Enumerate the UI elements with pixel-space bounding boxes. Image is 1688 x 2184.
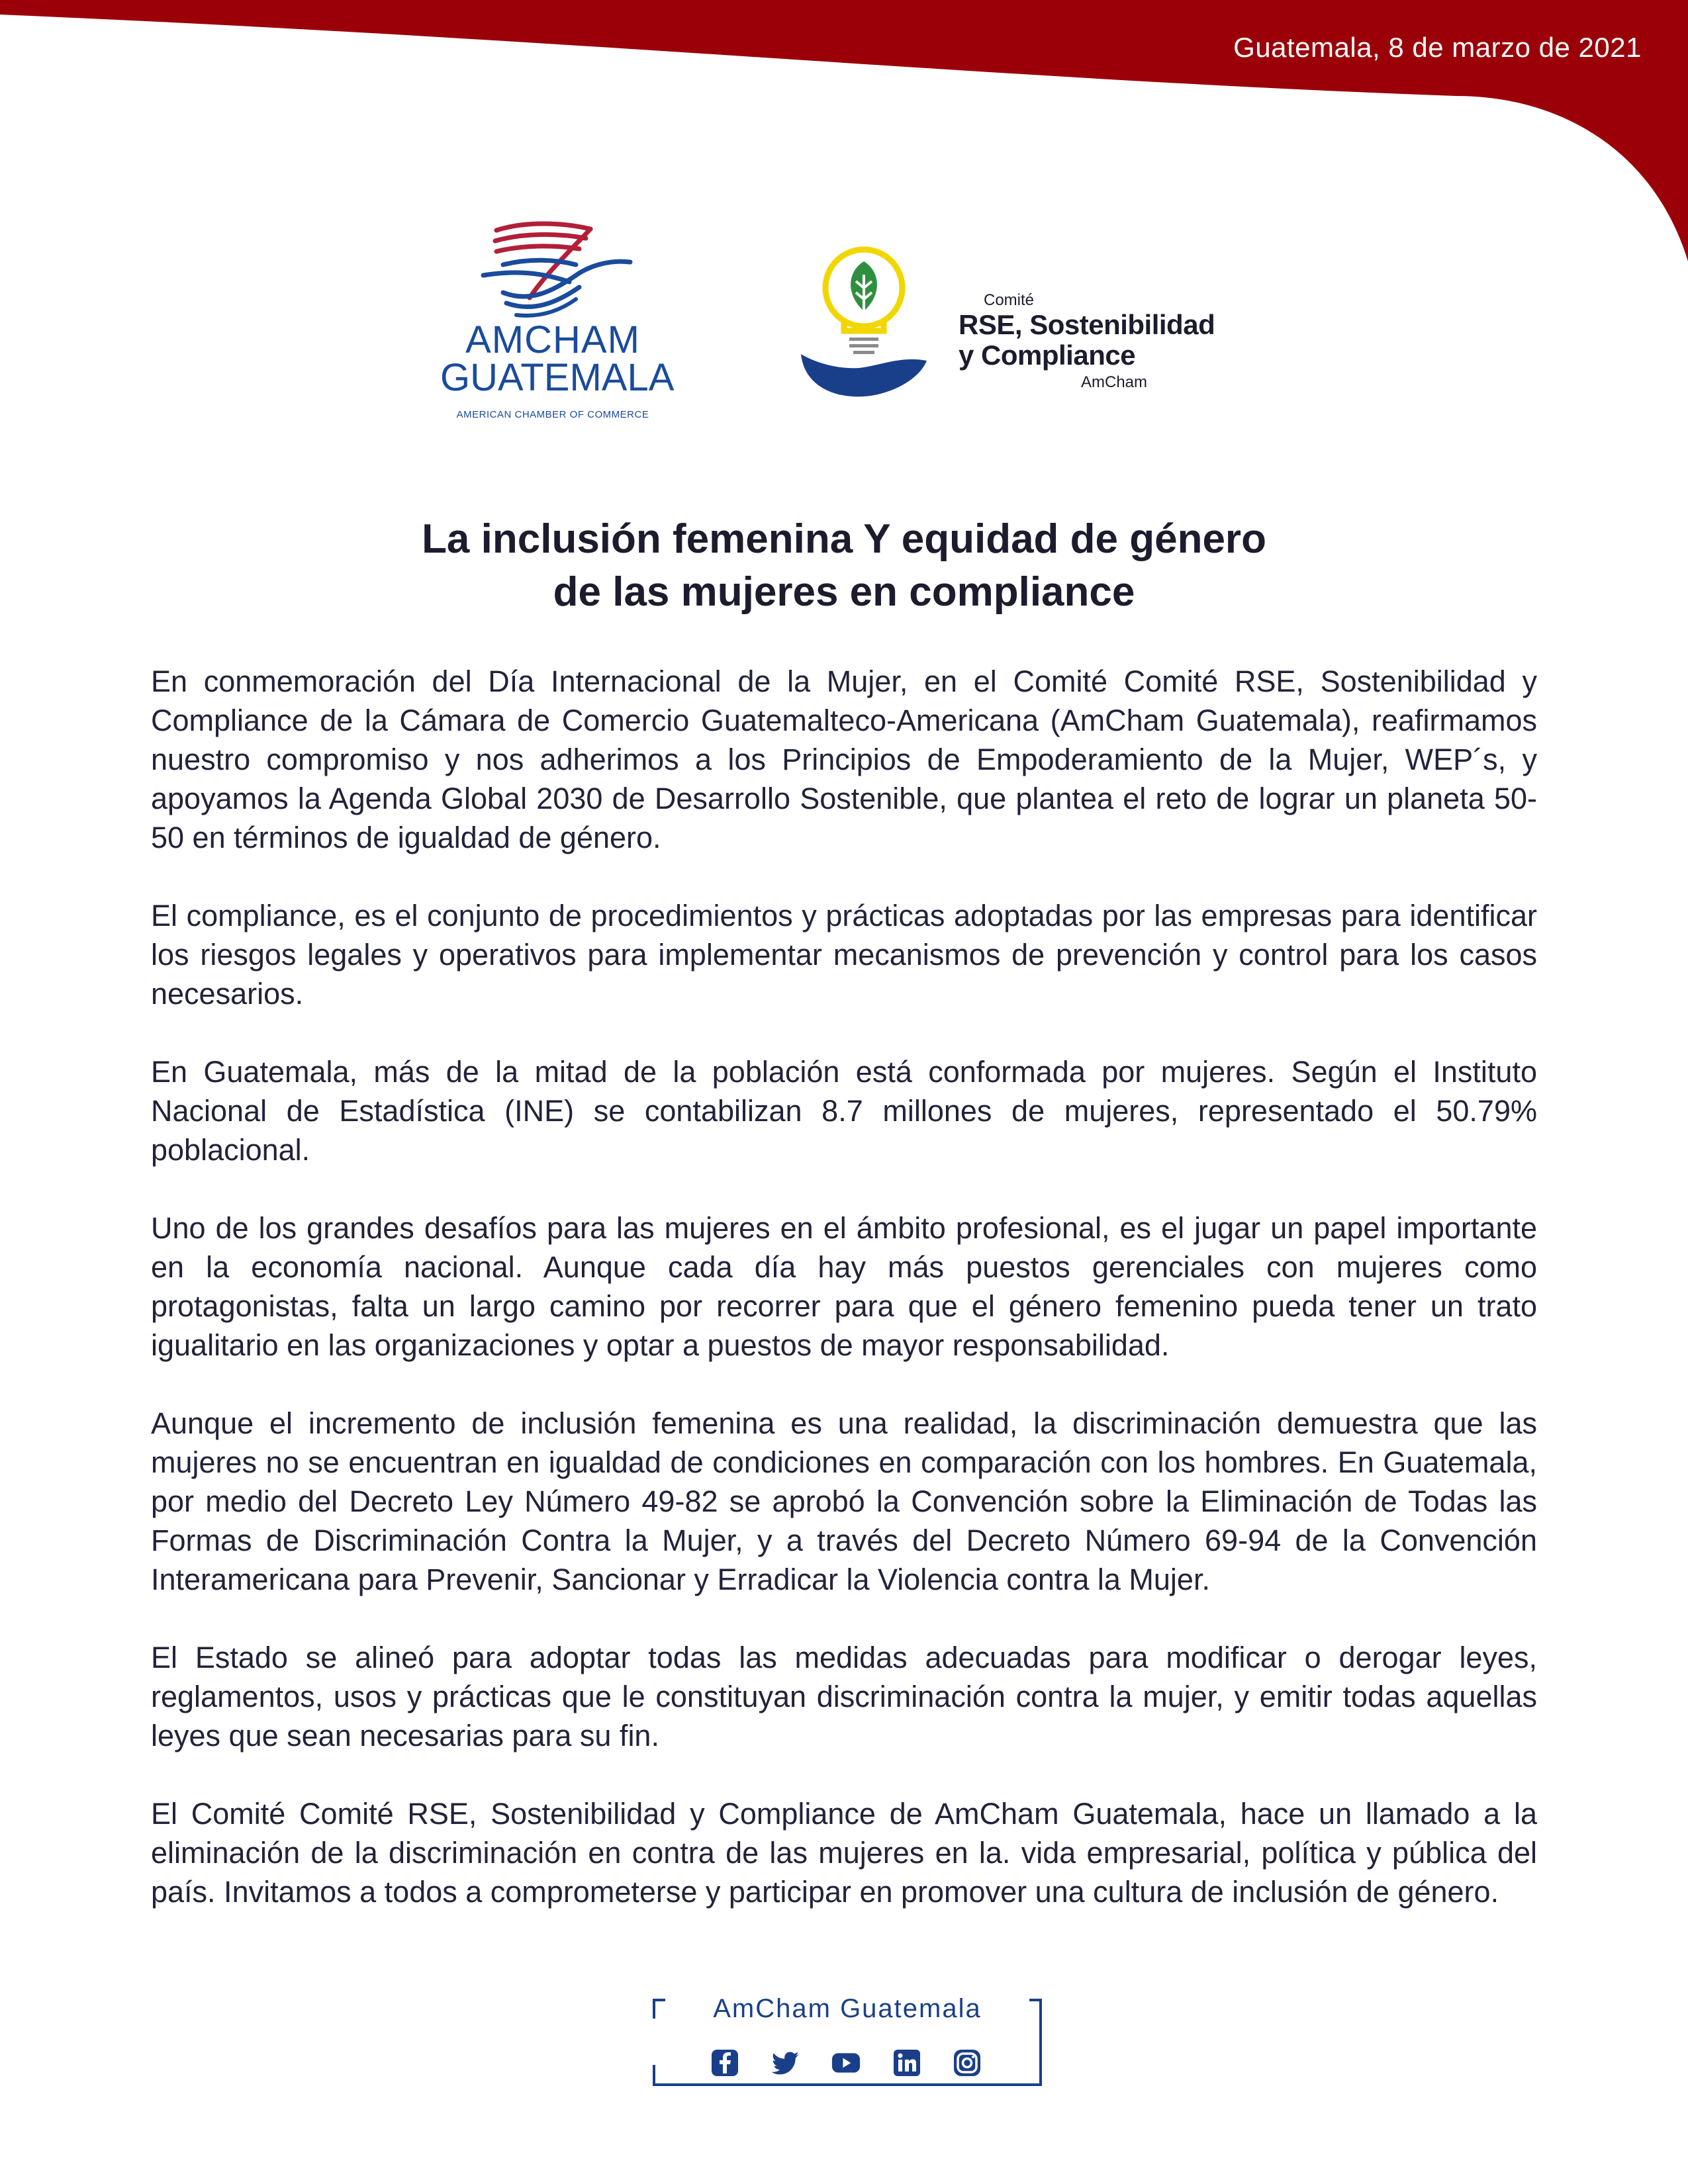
instagram-icon[interactable] — [953, 2048, 982, 2077]
rse-committee-name-line1: RSE, Sostenibilidad — [959, 309, 1215, 340]
youtube-icon[interactable] — [831, 2048, 861, 2077]
twitter-icon[interactable] — [771, 2048, 800, 2077]
social-icons — [710, 2048, 982, 2077]
document-date: Guatemala, 8 de marzo de 2021 — [1233, 32, 1642, 63]
rse-committee-name-line2: y Compliance — [959, 340, 1136, 371]
amcham-wordmark-line1: AMCHAM — [465, 318, 640, 361]
rse-committee-text — [959, 291, 1215, 392]
footer-org-name-text: AmCham Guatemala — [701, 1994, 993, 2023]
paragraph: En conmemoración del Día Internacional de la Mujer, en el Comité Comité RSE, Sostenibilidad y Compliance de la Cámara de Comercio Guatemalteco-Americana (AmCham Guatemala), reafirmamos nuestro compromiso y nos adherimos a los Principios de Empoderamiento de la Mujer, WEP´s, y apoyamos la Agenda Global 2030 de Desarrollo Sostenible, que plantea el reto de lograr un planeta 50-50 en términos de igualdad de género. — [151, 664, 1537, 854]
amcham-bird-icon — [477, 218, 635, 324]
page-title-line2: de las mujeres en compliance — [553, 569, 1135, 615]
amcham-subtitle: AMERICAN CHAMBER OF COMMERCE — [456, 409, 649, 420]
rse-committee-label: Comité — [984, 291, 1035, 309]
rse-committee-org: AmCham — [1081, 373, 1148, 391]
footer-social — [652, 1992, 1043, 2091]
facebook-icon[interactable] — [710, 2048, 739, 2077]
paragraph: El Estado se alineó para adoptar todas las medidas adecuadas para modificar o derogar leyes, reglamentos, usos y prácticas que le constituyan discriminación contra la mujer, y emitir todas aquellas leyes que sean necesarias para su fin. — [151, 1641, 1537, 1752]
rse-committee-logo — [798, 238, 1261, 430]
paragraph: Uno de los grandes desafíos para las mujeres en el ámbito profesional, es el jugar un papel importante en la economía nacional. Aunque cada día hay más puestos gerenciales con mujeres como protagonistas, falta un largo camino por recorrer para que el género femenino pueda tener un trato igualitario en las organizaciones y optar a puestos de mayor responsabilidad. — [151, 1211, 1537, 1362]
paragraph: El compliance, es el conjunto de procedimientos y prácticas adoptadas por las empresas para identificar los riesgos legales y operativos para implementar mecanismos de prevención y control para los casos necesarios. — [151, 899, 1537, 1011]
amcham-logo — [434, 212, 675, 430]
page-title-line1: La inclusión femenina Y equidad de género — [422, 516, 1266, 562]
page-title — [199, 513, 1489, 619]
linkedin-icon[interactable] — [892, 2048, 921, 2077]
paragraph: En Guatemala, más de la mitad de la población está conformada por mujeres. Según el Instituto Nacional de Estadística (INE) se contabilizan 8.7 millones de mujeres, representado el 50.79% poblacional. — [151, 1055, 1537, 1167]
footer-org-name — [652, 1992, 1043, 2025]
lightbulb-hand-icon — [798, 238, 930, 404]
paragraph: El Comité Comité RSE, Sostenibilidad y Compliance de AmCham Guatemala, hace un llamado a la eliminación de la discriminación en contra de las mujeres en la. vida empresarial, política y pública del país. Invitamos a todos a comprometerse y participar en promover una cultura de inclusión de género. — [151, 1797, 1537, 1909]
document-body — [151, 662, 1537, 1950]
amcham-wordmark-line2: GUATEMALA — [440, 356, 675, 399]
logos-row — [0, 212, 1688, 437]
paragraph: Aunque el incremento de inclusión femenina es una realidad, la discriminación demuestra que las mujeres no se encuentran en igualdad de condiciones en comparación con los hombres. En Guatemala, por medio del Decreto Ley Número 49-82 se aprobó la Convención sobre la Eliminación de Todas las Formas de Discriminación Contra la Mujer, y a través del Decreto Número 69-94 de la Convención Interamericana para Prevenir, Sancionar y Erradicar la Violencia contra la Mujer. — [151, 1406, 1537, 1596]
